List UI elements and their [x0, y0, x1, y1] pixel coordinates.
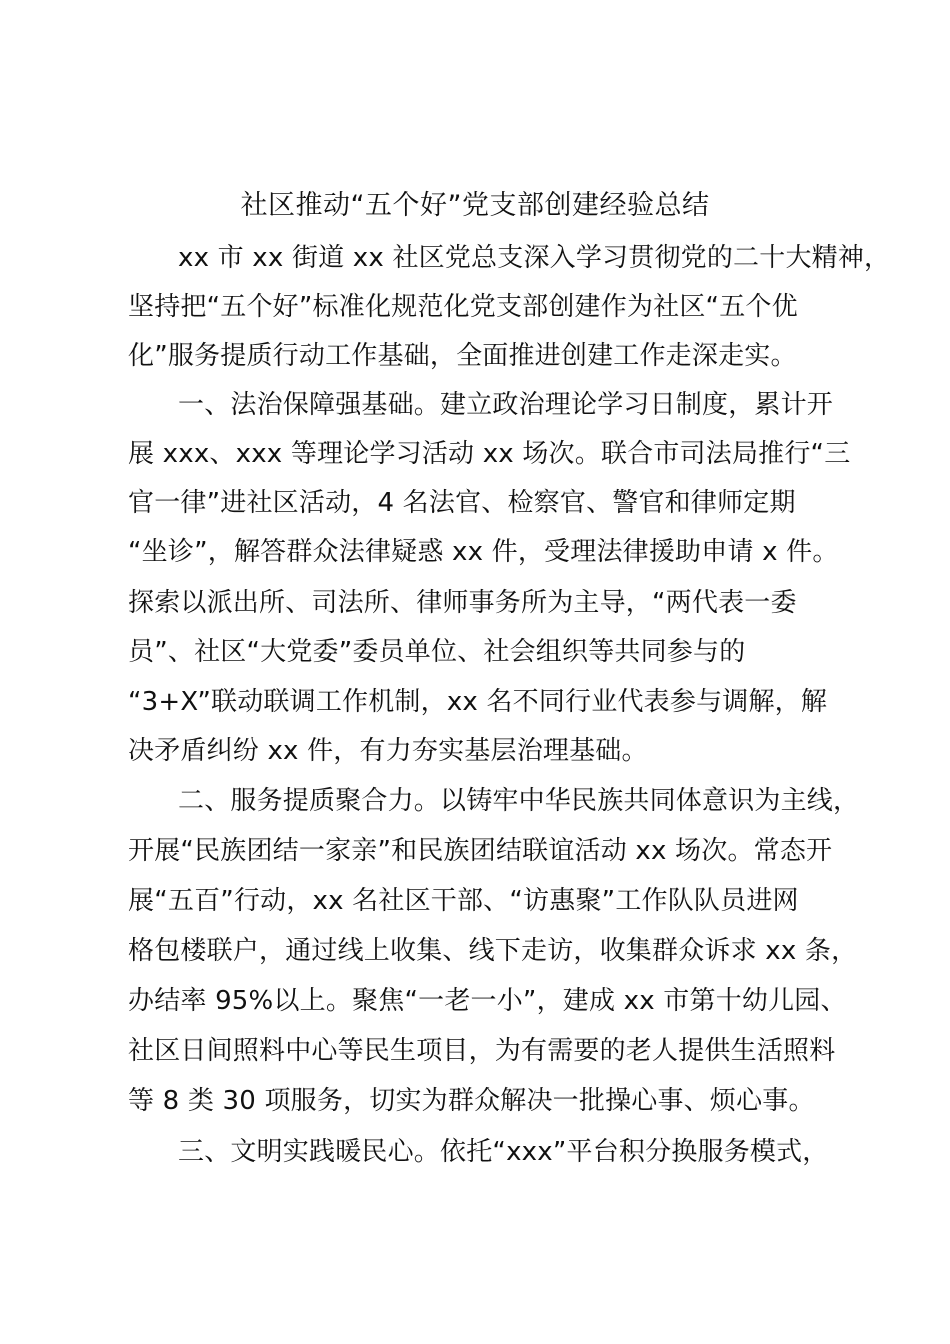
paragraph-line: “3+X”联动联调工作机制，xx 名不同行业代表参与调解，解 [128, 687, 828, 717]
paragraph-line: 化”服务提质行动工作基础，全面推进创建工作走深走实。 [128, 341, 797, 371]
paragraph-line: 坚持把“五个好”标准化规范化党支部创建作为社区“五个优 [128, 292, 798, 322]
paragraph-line: 员”、社区“大党委”委员单位、社会组织等共同参与的 [128, 637, 746, 667]
paragraph-line: 官一律”进社区活动，4 名法官、检察官、警官和律师定期 [128, 488, 796, 518]
paragraph-line: 一、法治保障强基础。建立政治理论学习日制度，累计开 [178, 390, 834, 420]
paragraph-line: 办结率 95%以上。聚焦“一老一小”，建成 xx 市第十幼儿园、 [128, 986, 847, 1016]
paragraph-line: 三、文明实践暖民心。依托“xxx”平台积分换服务模式， [178, 1137, 829, 1167]
paragraph-line: 开展“民族团结一家亲”和民族团结联谊活动 xx 场次。常态开 [128, 836, 833, 866]
paragraph-line: 等 8 类 30 项服务，切实为群众解决一批操心事、烦心事。 [128, 1086, 815, 1116]
paragraph-line: 探索以派出所、司法所、律师事务所为主导，“两代表一委 [128, 588, 797, 618]
document-title: 社区推动“五个好”党支部创建经验总结 [240, 190, 710, 221]
paragraph-line: 社区日间照料中心等民生项目，为有需要的老人提供生活照料 [128, 1036, 836, 1066]
paragraph-line: 决矛盾纠纷 xx 件，有力夯实基层治理基础。 [128, 736, 648, 766]
paragraph-line: 二、服务提质聚合力。以铸牢中华民族共同体意识为主线， [178, 786, 860, 816]
paragraph-line: 展 xxx、xxx 等理论学习活动 xx 场次。联合市司法局推行“三 [128, 439, 851, 469]
paragraph-line: 展“五百”行动，xx 名社区干部、“访惠聚”工作队队员进网 [128, 886, 799, 916]
paragraph-line: 格包楼联户，通过线上收集、线下走访，收集群众诉求 xx 条， [128, 936, 858, 966]
paragraph-line: “坐诊”，解答群众法律疑惑 xx 件，受理法律援助申请 x 件。 [128, 537, 839, 567]
paragraph-line: xx 市 xx 街道 xx 社区党总支深入学习贯彻党的二十大精神， [178, 243, 891, 273]
